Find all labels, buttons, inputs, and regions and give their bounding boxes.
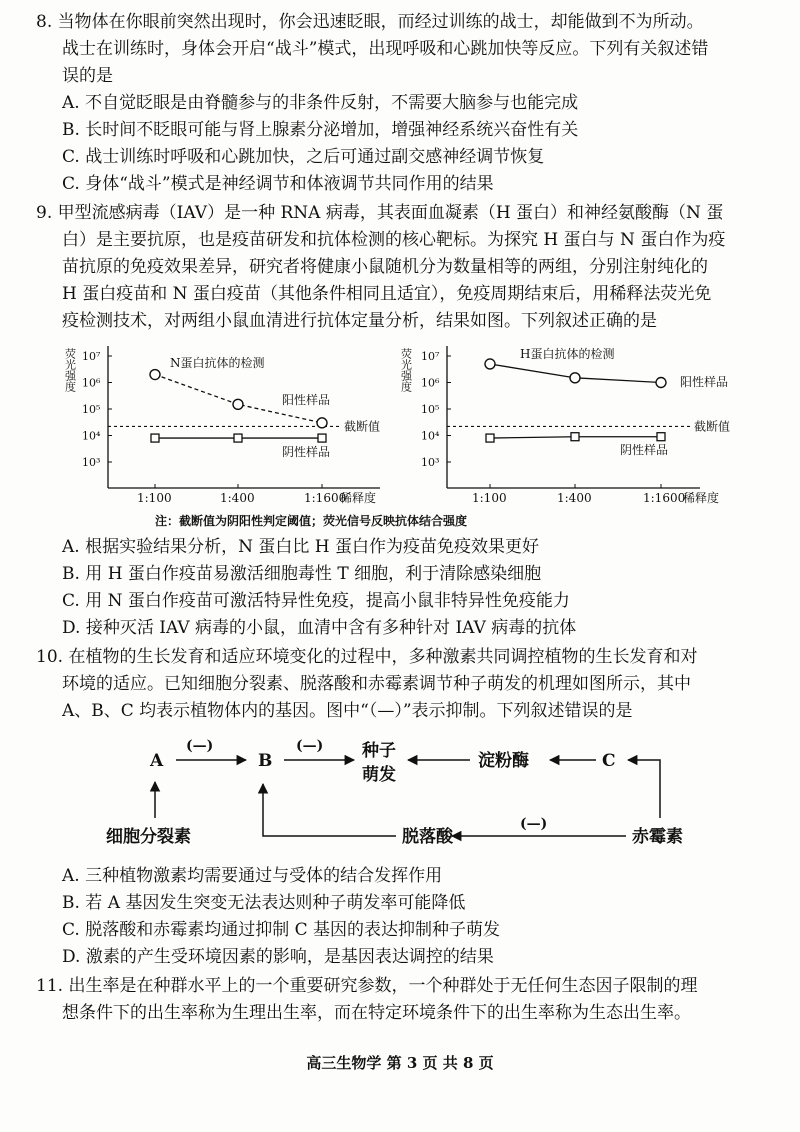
h-chart-title: H蛋白抗体的检测 xyxy=(520,347,615,361)
q8-option-b: B. 长时间不眨眼可能与肾上腺素分泌增加，增强神经系统兴奋性有关 xyxy=(62,120,579,140)
q9-stem-line-2: 白）是主要抗原，也是疫苗研发和抗体检测的核心靶标。为探究 H 蛋白与 N 蛋白作为疫 xyxy=(62,230,726,250)
h-x-tick-label: 1:100 xyxy=(472,491,507,505)
n-point-positive xyxy=(233,399,243,409)
q9-option-d: D. 接种灭活 IAV 病毒的小鼠，血清中含有多种针对 IAV 病毒的抗体 xyxy=(62,618,577,638)
gene-a: A xyxy=(150,751,164,771)
n-x-tick-label: 1:1600 xyxy=(304,491,347,505)
n-chart-neg-label: 阴性样品 xyxy=(282,445,331,459)
h-chart-marks xyxy=(485,359,666,442)
q11-stem-line-1 xyxy=(36,974,697,998)
q8-stem-line-2: 战士在训练时，身体会开启“战斗”模式，出现呼吸和心跳加快等反应。下列有关叙述错 xyxy=(62,39,709,59)
seed-label-1: 种子 xyxy=(362,741,396,761)
q8-option-c: C. 战士训练时呼吸和心跳加快，之后可通过副交感神经调节恢复 xyxy=(62,147,545,167)
n-chart-x-ticks xyxy=(137,484,346,505)
q10-option-d: D. 激素的产生受环境因素的影响，是基因表达调控的结果 xyxy=(62,947,494,967)
arrow-ga-c xyxy=(628,760,660,818)
q11-stem-line-2: 想条件下的出生率称为生理出生率，而在特定环境条件下的出生率称为生态出生率。 xyxy=(62,1003,691,1023)
h-x-tick-label: 1:1600 xyxy=(643,491,686,505)
cytokinin-label: 细胞分裂素 xyxy=(106,827,191,847)
q9-stem-line-4: H 蛋白疫苗和 N 蛋白疫苗（其他条件相同且适宜），免疫周期结束后，用稀释法荧光免 xyxy=(62,284,712,304)
q10-stem-text-1: 在植物的生长发育和适应环境变化的过程中，多种激素共同调控植物的生长发育和对 xyxy=(68,647,698,667)
q8-stem-line-1 xyxy=(36,10,704,34)
h-chart-cutoff-label: 截断值 xyxy=(694,419,731,434)
n-chart-xlabel: 稀释度 xyxy=(340,491,377,505)
n-x-tick-label: 1:100 xyxy=(137,491,172,505)
h-y-tick-label: 10⁷ xyxy=(421,350,440,363)
antibody-charts xyxy=(0,336,800,532)
q10-stem-line-1 xyxy=(36,645,697,669)
n-y-tick-label: 10³ xyxy=(82,456,101,469)
n-y-tick-label: 10⁵ xyxy=(82,403,101,416)
n-chart-pos-label: 阳性样品 xyxy=(282,393,331,407)
n-point-positive xyxy=(317,418,327,428)
q8-number: 8. xyxy=(36,12,53,32)
inhibit-ga-aba: (—) xyxy=(520,816,548,832)
n-y-tick-label: 10⁴ xyxy=(82,429,101,443)
h-y-tick-label: 10⁶ xyxy=(421,376,440,390)
q10-option-b: B. 若 A 基因发生突变无法表达则种子萌发率可能降低 xyxy=(62,893,466,913)
q9-option-b: B. 用 H 蛋白作疫苗易激活细胞毒性 T 细胞，利于清除感染细胞 xyxy=(62,564,542,584)
n-point-negative xyxy=(318,434,326,442)
chart-note: 注：截断值为阴阳性判定阈值；荧光信号反映抗体结合强度 xyxy=(155,514,468,528)
inhibit-a-b: (—) xyxy=(186,738,214,754)
q10-stem-line-3: A、B、C 均表示植物体内的基因。图中“（—）”表示抑制。下列叙述错误的是 xyxy=(62,701,633,721)
q9-option-a: A. 根据实验结果分析，N 蛋白比 H 蛋白作为疫苗免疫效果更好 xyxy=(62,537,539,557)
n-chart-ylabel: 荧光强度 xyxy=(63,348,77,392)
h-y-tick-label: 10³ xyxy=(421,456,440,469)
gene-c: C xyxy=(602,751,616,771)
q10-option-a: A. 三种植物激素均需要通过与受体的结合发挥作用 xyxy=(62,866,443,886)
q9-stem-line-5: 疫检测技术，对两组小鼠血清进行抗体定量分析，结果如图。下列叙述正确的是 xyxy=(62,311,657,331)
h-point-positive xyxy=(485,359,495,369)
q11-stem-text-1: 出生率是在种群水平上的一个重要研究参数，一个种群处于无任何生态因子限制的理 xyxy=(68,976,698,996)
h-chart-pos-label: 阳性样品 xyxy=(680,375,729,389)
h-y-tick-label: 10⁵ xyxy=(421,403,440,416)
q9-option-c: C. 用 N 蛋白作疫苗可激活特异性免疫，提高小鼠非特异性免疫能力 xyxy=(62,591,570,611)
q10-number: 10. xyxy=(36,647,64,667)
n-point-negative xyxy=(151,434,159,442)
h-protein-chart xyxy=(400,346,731,505)
q8-stem-text-1: 当物体在你眼前突然出现时，你会迅速眨眼，而经过训练的战士，却能做到不为所动。 xyxy=(57,12,704,32)
q8-option-a: A. 不自觉眨眼是由脊髓参与的非条件反射，不需要大脑参与也能完成 xyxy=(62,93,579,113)
arrow-aba-b xyxy=(263,784,396,836)
n-chart-cutoff-label: 截断值 xyxy=(344,419,381,434)
q11-number: 11. xyxy=(36,976,64,996)
q9-stem-text-1: 甲型流感病毒（IAV）是一种 RNA 病毒，其表面血凝素（H 蛋白）和神经氨酸酶（N 蛋 xyxy=(57,203,724,223)
n-x-tick-label: 1:400 xyxy=(220,491,255,505)
n-point-negative xyxy=(234,434,242,442)
h-chart-ylabel: 荧光强度 xyxy=(399,348,413,392)
h-y-tick-label: 10⁴ xyxy=(421,429,440,443)
aba-label: 脱落酸 xyxy=(402,827,453,847)
h-chart-neg-label: 阴性样品 xyxy=(620,443,669,457)
n-y-tick-label: 10⁷ xyxy=(82,350,101,363)
q8-stem-line-3: 误的是 xyxy=(62,66,113,86)
n-protein-chart xyxy=(64,346,381,505)
q10-stem-line-2: 环境的适应。已知细胞分裂素、脱落酸和赤霉素调节种子萌发的机理如图所示，其中 xyxy=(62,674,691,694)
n-chart-title: N蛋白抗体的检测 xyxy=(170,356,265,370)
h-point-positive xyxy=(656,378,666,388)
page-footer: 高三生物学 第 3 页 共 8 页 xyxy=(306,1054,494,1072)
h-x-tick-label: 1:400 xyxy=(557,491,592,505)
hormone-diagram xyxy=(0,730,800,860)
h-point-negative xyxy=(571,433,579,441)
amylase-label: 淀粉酶 xyxy=(478,751,529,771)
q9-stem-line-3: 苗抗原的免疫效果差异，研究者将健康小鼠随机分为数量相等的两组，分别注射纯化的 xyxy=(62,257,708,277)
h-point-negative xyxy=(657,433,665,441)
h-chart-xlabel: 稀释度 xyxy=(683,491,720,505)
q8-option-d: C. 身体“战斗”模式是神经调节和体液调节共同作用的结果 xyxy=(62,174,494,194)
h-point-negative xyxy=(486,434,494,442)
gene-b: B xyxy=(258,751,273,771)
inhibit-b-seed: (—) xyxy=(296,738,324,754)
h-chart-x-ticks xyxy=(472,484,685,505)
q9-stem-line-1 xyxy=(36,201,723,225)
seed-label-2: 萌发 xyxy=(362,765,396,785)
ga-label: 赤霉素 xyxy=(632,827,683,847)
h-point-positive xyxy=(570,373,580,383)
n-y-tick-label: 10⁶ xyxy=(82,376,101,390)
q10-option-c: C. 脱落酸和赤霉素均通过抑制 C 基因的表达抑制种子萌发 xyxy=(62,920,501,940)
n-point-positive xyxy=(150,370,160,380)
q9-number: 9. xyxy=(36,203,53,223)
